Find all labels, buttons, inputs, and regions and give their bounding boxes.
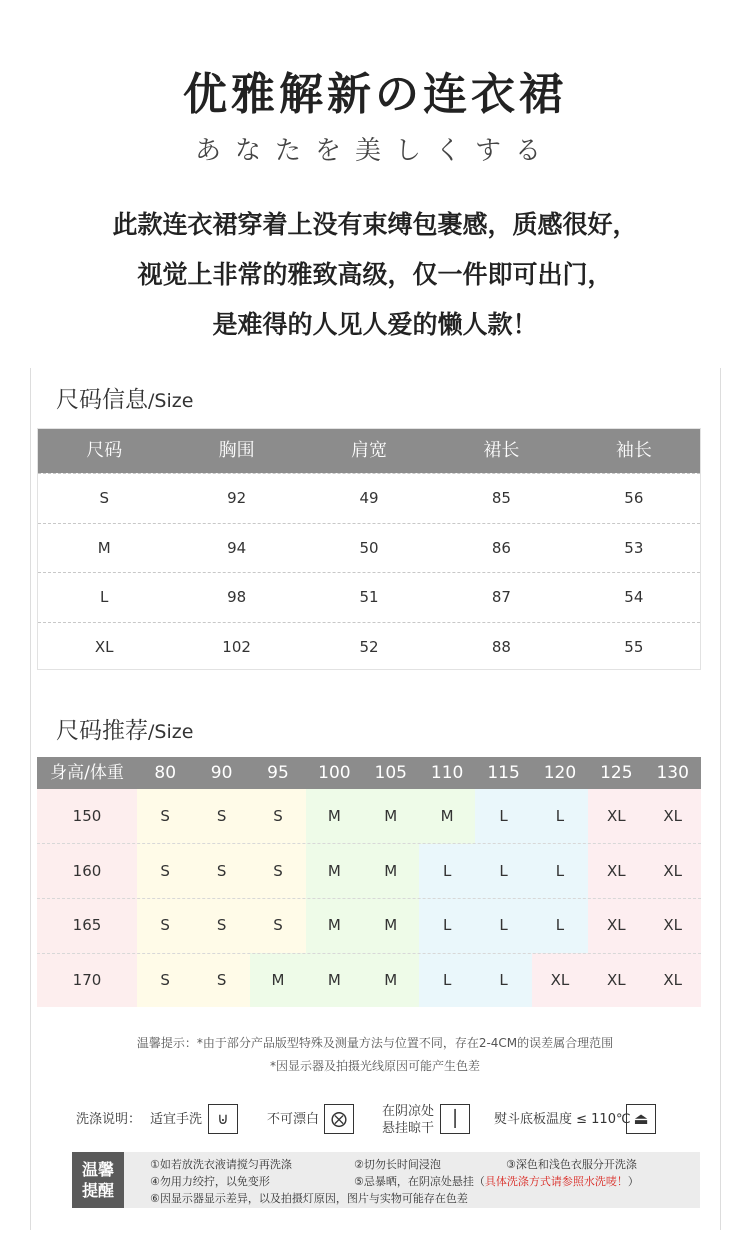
size-rec-header — [37, 757, 701, 789]
table-cell: M — [384, 861, 398, 880]
table-cell: M — [97, 538, 111, 557]
size-rec-title-cn: 尺码推荐 — [56, 718, 148, 744]
header-cell: 95 — [267, 763, 289, 783]
table-cell: M — [327, 861, 341, 880]
table-cell: M — [384, 807, 398, 825]
table-cell: 56 — [624, 489, 644, 507]
table-cell: L — [442, 916, 452, 934]
product-description — [0, 200, 750, 350]
table-cell: L — [442, 861, 452, 880]
size-rec-title — [56, 712, 193, 745]
table-row — [37, 789, 701, 844]
hand-wash-icon: ⊍ — [208, 1104, 238, 1134]
table-cell: 102 — [222, 637, 251, 656]
table-cell: S — [160, 861, 170, 880]
table-cell: 98 — [227, 588, 247, 606]
table-cell: XL — [607, 861, 626, 880]
reminder-item: ③深色和浅色衣服分开洗涤 — [506, 1158, 637, 1171]
frame-border-right — [720, 368, 721, 1230]
table-cell: 92 — [227, 489, 247, 507]
wash-item-label: 熨斗底板温度 ≤ 110℃ — [494, 1112, 631, 1127]
iron-icon: ⏏ — [626, 1104, 656, 1134]
header-cell: 80 — [154, 763, 177, 783]
table-cell: S — [99, 489, 109, 507]
table-cell: 51 — [359, 588, 379, 606]
reminder-item: ①如若放洗衣液请搅匀再洗涤 — [150, 1158, 292, 1171]
table-cell: 165 — [72, 916, 102, 934]
table-cell: 160 — [72, 861, 102, 880]
header-cell: 115 — [487, 763, 520, 783]
warm-reminder — [72, 1152, 700, 1208]
table-cell: 94 — [227, 538, 247, 557]
table-row — [38, 523, 700, 573]
header-cell: 105 — [374, 763, 407, 783]
header-cell: 100 — [318, 763, 351, 783]
warm-reminder-badge: 温馨 提醒 — [72, 1152, 124, 1208]
table-cell: XL — [94, 637, 114, 656]
table-cell: XL — [663, 861, 683, 880]
size-info-header — [38, 429, 700, 473]
description-line: 视觉上非常的雅致高级，仅一件即可出门， — [137, 260, 613, 289]
table-cell: L — [555, 807, 565, 825]
table-cell: XL — [607, 916, 626, 934]
table-cell: 150 — [72, 807, 102, 825]
table-cell: 170 — [72, 970, 102, 989]
wash-item-label: 不可漂白 — [267, 1112, 320, 1127]
table-cell: M — [384, 916, 398, 934]
table-cell: 53 — [624, 538, 644, 557]
table-cell: 55 — [624, 637, 644, 656]
table-cell: S — [273, 807, 283, 825]
table-cell: S — [273, 861, 283, 880]
table-cell: 52 — [359, 637, 379, 656]
table-cell: S — [216, 970, 227, 989]
table-cell: S — [216, 861, 227, 880]
notice-line-2: *因显示器及拍摄光线原因可能产生色差 — [269, 1059, 480, 1073]
table-row — [37, 953, 701, 1008]
table-row — [37, 898, 701, 953]
table-cell: S — [160, 916, 170, 934]
header-cell: 120 — [543, 763, 577, 783]
table-cell: M — [440, 807, 454, 825]
no-bleach-icon: ⨂ — [324, 1104, 354, 1134]
size-rec-table — [37, 757, 701, 1007]
table-cell: L — [499, 861, 508, 880]
wash-instructions — [72, 1100, 672, 1140]
size-info-table — [37, 428, 701, 670]
table-cell: 86 — [491, 538, 511, 557]
header-cell: 裙长 — [483, 440, 520, 461]
hang-dry-icon: ⎮ — [440, 1104, 470, 1134]
table-cell: XL — [663, 970, 683, 989]
table-cell: L — [442, 970, 452, 989]
table-cell: S — [273, 916, 283, 934]
header-cell: 130 — [656, 763, 689, 783]
description-line: 此款连衣裙穿着上没有束缚包裹感，质感很好， — [112, 210, 638, 239]
table-cell: M — [327, 970, 341, 989]
table-cell: L — [100, 588, 109, 606]
table-cell: S — [216, 916, 227, 934]
reminder-item: ④勿用力绞拧，以免变形 — [150, 1175, 270, 1188]
header-cell: 身高/体重 — [50, 763, 124, 783]
table-row — [37, 844, 701, 899]
header-cell: 胸围 — [218, 440, 255, 461]
reminder-item: ⑥因显示器显示差异，以及拍摄灯原因，图片与实物可能存在色差 — [150, 1192, 468, 1205]
header-cell: 尺码 — [86, 440, 123, 461]
table-cell: XL — [663, 916, 683, 934]
frame-border-left — [30, 368, 31, 1230]
header-cell: 110 — [430, 763, 464, 783]
table-cell: L — [555, 861, 565, 880]
table-cell: XL — [663, 807, 683, 825]
header-cell: 肩宽 — [351, 440, 388, 461]
size-info-title-cn: 尺码信息 — [56, 387, 148, 413]
table-cell: M — [327, 807, 341, 825]
size-rec-title-en: /Size — [148, 721, 194, 743]
reminder-item — [354, 1173, 639, 1189]
table-cell: S — [160, 807, 170, 825]
table-cell: 49 — [359, 489, 379, 507]
table-cell: 54 — [624, 588, 644, 606]
table-cell: 50 — [359, 538, 379, 557]
page-title: 优雅解新の连衣裙 — [183, 69, 567, 120]
description-line: 是难得的人见人爱的懒人款！ — [212, 310, 538, 339]
table-cell: M — [271, 970, 285, 989]
table-row — [38, 622, 700, 672]
table-row — [38, 473, 700, 523]
table-cell: L — [499, 970, 508, 989]
table-cell: L — [555, 916, 565, 934]
table-row — [38, 572, 700, 622]
wash-item-label: 适宜手洗 — [150, 1112, 203, 1127]
table-cell: XL — [607, 970, 626, 989]
table-cell: 85 — [491, 489, 511, 507]
reminder-highlight: 具体洗涤方式请参照水洗唛！ — [484, 1175, 628, 1188]
table-cell: S — [216, 807, 227, 825]
reminder-text: ⑤忌暴晒，在阴凉处悬挂（ — [354, 1175, 485, 1188]
wash-item-label: 在阴凉处 悬挂晾干 — [382, 1104, 435, 1136]
notice-line-1: 温馨提示：*由于部分产品版型特殊及测量方法与位置不同，存在2-4CM的误差属合理范围 — [136, 1036, 614, 1050]
table-cell: L — [499, 916, 508, 934]
table-cell: XL — [550, 970, 570, 989]
size-rec-body — [37, 789, 701, 1007]
table-cell: 87 — [491, 588, 511, 606]
size-info-title-en: /Size — [148, 390, 194, 412]
table-cell: XL — [607, 807, 626, 825]
header-cell: 90 — [210, 763, 233, 783]
reminder-text: ） — [627, 1175, 639, 1188]
header-cell: 125 — [600, 763, 633, 783]
reminder-item: ②切勿长时间浸泡 — [354, 1158, 441, 1171]
table-cell: L — [499, 807, 508, 825]
wash-label: 洗涤说明： — [76, 1112, 142, 1127]
page-subtitle: あなたを美しくする — [194, 136, 555, 166]
header-cell: 袖长 — [615, 440, 652, 461]
table-cell: 88 — [491, 637, 511, 656]
table-cell: M — [384, 970, 398, 989]
size-info-title — [56, 381, 193, 414]
table-cell: S — [160, 970, 170, 989]
table-cell: M — [327, 916, 341, 934]
